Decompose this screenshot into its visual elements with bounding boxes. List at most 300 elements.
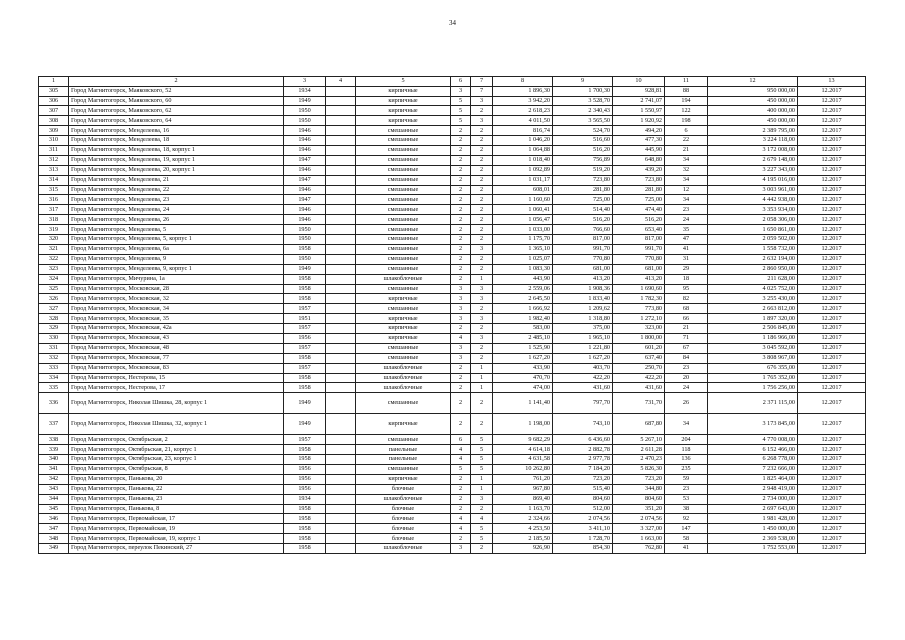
table-cell xyxy=(326,544,356,554)
table-cell: 12 xyxy=(665,185,708,195)
table-cell: 1 650 861,00 xyxy=(708,225,798,235)
table-cell: Город Магнитогорск, Менделеева, 9 xyxy=(69,254,284,264)
table-cell: 2 632 194,00 xyxy=(708,254,798,264)
table-cell: 12.2017 xyxy=(798,195,866,205)
table-cell: 348 xyxy=(39,534,69,544)
table-cell: 2 xyxy=(451,215,471,225)
table-cell: 2 xyxy=(451,136,471,146)
table-row xyxy=(39,373,866,383)
table-cell: 1 690,60 xyxy=(613,284,665,294)
table-cell: 7 232 666,00 xyxy=(708,464,798,474)
table-cell: 1 163,70 xyxy=(493,504,553,514)
table-cell: 2 xyxy=(451,363,471,373)
table-cell: 20 xyxy=(665,373,708,383)
table-cell: 2 xyxy=(451,225,471,235)
table-cell: 1 982,40 xyxy=(493,314,553,324)
table-row xyxy=(39,106,866,116)
table-cell: 1958 xyxy=(284,284,326,294)
table-cell: 3 327,00 xyxy=(613,524,665,534)
table-cell: 1958 xyxy=(284,294,326,304)
table-cell: 1958 xyxy=(284,383,326,393)
table-row xyxy=(39,254,866,264)
table-cell: 1 064,88 xyxy=(493,146,553,156)
table-cell: 1950 xyxy=(284,225,326,235)
table-cell: 34 xyxy=(665,195,708,205)
table-cell: 12.2017 xyxy=(798,484,866,494)
table-cell: 6 152 466,00 xyxy=(708,445,798,455)
table-cell: 198 xyxy=(665,116,708,126)
table-cell: 2 059 502,00 xyxy=(708,235,798,245)
table-cell xyxy=(326,383,356,393)
table-row xyxy=(39,195,866,205)
table-cell: 756,89 xyxy=(553,155,613,165)
table-row xyxy=(39,185,866,195)
table-cell: 2 xyxy=(471,195,493,205)
table-cell: 12.2017 xyxy=(798,96,866,106)
table-cell: смешанные xyxy=(356,254,451,264)
table-cell: 58 xyxy=(665,534,708,544)
table-row xyxy=(39,435,866,445)
table-cell: 12.2017 xyxy=(798,455,866,465)
table-cell: 84 xyxy=(665,353,708,363)
table-cell: смешанные xyxy=(356,464,451,474)
table-cell: 12.2017 xyxy=(798,524,866,534)
table-cell: 322 xyxy=(39,254,69,264)
table-cell: смешанные xyxy=(356,304,451,314)
table-cell: 336 xyxy=(39,393,69,414)
table-cell: 68 xyxy=(665,304,708,314)
table-cell: 1 092,89 xyxy=(493,165,553,175)
table-cell: Город Магнитогорск, Менделеева, 5, корпус 1 xyxy=(69,235,284,245)
table-cell xyxy=(326,136,356,146)
table-cell: 515,40 xyxy=(553,484,613,494)
table-cell: 422,20 xyxy=(613,373,665,383)
housing-register-table xyxy=(38,76,866,554)
table-cell: 443,90 xyxy=(493,274,553,284)
table-cell: 2 371 115,00 xyxy=(708,393,798,414)
table-cell: 18 xyxy=(665,274,708,284)
column-number-row xyxy=(39,77,866,87)
table-cell: 7 184,20 xyxy=(553,464,613,474)
table-row xyxy=(39,383,866,393)
table-cell: 725,00 xyxy=(613,195,665,205)
table-cell xyxy=(326,464,356,474)
table-cell: 474,40 xyxy=(613,205,665,215)
table-cell: 1949 xyxy=(284,264,326,274)
table-cell: 2 xyxy=(471,235,493,245)
table-cell: 1946 xyxy=(284,185,326,195)
table-cell: 431,60 xyxy=(553,383,613,393)
table-cell: 2 860 950,00 xyxy=(708,264,798,274)
table-cell: 470,70 xyxy=(493,373,553,383)
table-cell: 321 xyxy=(39,244,69,254)
table-cell: 723,20 xyxy=(613,474,665,484)
table-cell: 2 xyxy=(471,254,493,264)
table-cell: Город Магнитогорск, Московская, 77 xyxy=(69,353,284,363)
table-cell: 524,70 xyxy=(553,126,613,136)
table-row xyxy=(39,205,866,215)
table-cell: 2 470,23 xyxy=(613,455,665,465)
table-cell xyxy=(326,373,356,383)
table-cell: 1947 xyxy=(284,155,326,165)
table-cell: 6 xyxy=(665,126,708,136)
table-cell: 1 xyxy=(471,363,493,373)
table-cell: кирпичные xyxy=(356,116,451,126)
column-number-13: 13 xyxy=(798,77,866,87)
table-cell: 400 000,00 xyxy=(708,106,798,116)
table-cell: 2 340,43 xyxy=(553,106,613,116)
table-cell: 1958 xyxy=(284,514,326,524)
table-cell: Город Магнитогорск, Московская, 83 xyxy=(69,363,284,373)
table-cell: 2 559,06 xyxy=(493,284,553,294)
table-cell: 281,80 xyxy=(613,185,665,195)
table-cell: шлакоблочные xyxy=(356,363,451,373)
table-cell: 1 525,90 xyxy=(493,343,553,353)
table-cell: 519,20 xyxy=(553,165,613,175)
table-row xyxy=(39,514,866,524)
column-number-11: 11 xyxy=(665,77,708,87)
table-cell: 761,20 xyxy=(493,474,553,484)
table-cell: 4 442 938,00 xyxy=(708,195,798,205)
table-cell: 648,80 xyxy=(613,155,665,165)
table-cell: 12.2017 xyxy=(798,126,866,136)
table-cell xyxy=(326,414,356,435)
table-cell: 38 xyxy=(665,504,708,514)
table-cell: 1958 xyxy=(284,445,326,455)
table-cell: 12.2017 xyxy=(798,544,866,554)
table-cell: смешанные xyxy=(356,155,451,165)
table-cell: смешанные xyxy=(356,353,451,363)
table-cell: 3 xyxy=(471,116,493,126)
table-cell: 59 xyxy=(665,474,708,484)
table-cell: 1 896,30 xyxy=(493,86,553,96)
table-cell: 1 700,30 xyxy=(553,86,613,96)
table-cell xyxy=(326,333,356,343)
table-cell xyxy=(326,353,356,363)
table-cell: Город Магнитогорск, Московская, 43 xyxy=(69,333,284,343)
table-cell: Город Магнитогорск, Маяковского, 60 xyxy=(69,96,284,106)
table-cell: 1 981 428,00 xyxy=(708,514,798,524)
table-cell: шлакоблочные xyxy=(356,544,451,554)
table-cell: 3 xyxy=(471,96,493,106)
table-cell: 762,80 xyxy=(613,544,665,554)
column-number-3: 3 xyxy=(284,77,326,87)
table-cell: Город Магнитогорск, переулок Пекинский, 27 xyxy=(69,544,284,554)
table-row xyxy=(39,445,866,455)
table-cell: 34 xyxy=(665,175,708,185)
table-cell: 2 948 419,00 xyxy=(708,484,798,494)
table-cell: 1947 xyxy=(284,175,326,185)
table-cell xyxy=(326,155,356,165)
table-cell: 2 679 148,00 xyxy=(708,155,798,165)
table-cell: 4 xyxy=(451,514,471,524)
table-cell: 347 xyxy=(39,524,69,534)
table-cell xyxy=(326,484,356,494)
table-cell: 1950 xyxy=(284,116,326,126)
table-cell: 2 xyxy=(471,205,493,215)
table-cell: 4 xyxy=(451,455,471,465)
table-cell: кирпичные xyxy=(356,314,451,324)
table-cell: 422,20 xyxy=(553,373,613,383)
table-cell: 4 011,50 xyxy=(493,116,553,126)
table-cell: 926,90 xyxy=(493,544,553,554)
table-cell: 804,60 xyxy=(553,494,613,504)
table-cell: 118 xyxy=(665,445,708,455)
table-cell: 4 xyxy=(471,514,493,524)
table-cell: 2 389 795,00 xyxy=(708,126,798,136)
table-cell: 3 173 845,00 xyxy=(708,414,798,435)
table-cell: Город Магнитогорск, Менделеева, 5 xyxy=(69,225,284,235)
table-cell: 2 369 538,00 xyxy=(708,534,798,544)
table-cell xyxy=(326,474,356,484)
table-cell: 2 741,07 xyxy=(613,96,665,106)
table-cell: 12.2017 xyxy=(798,343,866,353)
table-cell: 12.2017 xyxy=(798,205,866,215)
table-cell: Город Магнитогорск, Октябрьская, 23, корпус 1 xyxy=(69,455,284,465)
table-cell: 2 734 000,00 xyxy=(708,494,798,504)
table-cell: 1 209,62 xyxy=(553,304,613,314)
table-cell: 2 663 812,00 xyxy=(708,304,798,314)
table-row xyxy=(39,294,866,304)
table-cell: 1 318,80 xyxy=(553,314,613,324)
table-cell: Город Магнитогорск, Панькова, 22 xyxy=(69,484,284,494)
table-cell: 770,80 xyxy=(613,254,665,264)
table-cell: 1 765 352,00 xyxy=(708,373,798,383)
table-row xyxy=(39,314,866,324)
table-cell: 31 xyxy=(665,254,708,264)
table-cell: 12.2017 xyxy=(798,464,866,474)
table-cell: 4 195 016,00 xyxy=(708,175,798,185)
table-cell xyxy=(326,504,356,514)
table-cell: 338 xyxy=(39,435,69,445)
table-cell: 346 xyxy=(39,514,69,524)
table-cell: 12.2017 xyxy=(798,274,866,284)
table-cell: 804,60 xyxy=(613,494,665,504)
table-cell: 1957 xyxy=(284,363,326,373)
table-cell: 12.2017 xyxy=(798,86,866,96)
table-cell: 1 365,10 xyxy=(493,244,553,254)
table-cell: 1956 xyxy=(284,474,326,484)
table-cell: 766,60 xyxy=(553,225,613,235)
table-cell: панельные xyxy=(356,455,451,465)
table-cell: 1956 xyxy=(284,484,326,494)
table-cell: 1946 xyxy=(284,165,326,175)
table-cell: 3 xyxy=(451,314,471,324)
table-cell: Город Магнитогорск, Панькова, 20 xyxy=(69,474,284,484)
table-cell: Город Магнитогорск, Нестерова, 17 xyxy=(69,383,284,393)
table-cell: 2 xyxy=(471,304,493,314)
table-cell: 2 xyxy=(471,264,493,274)
table-cell xyxy=(326,195,356,205)
table-cell: 2 506 845,00 xyxy=(708,324,798,334)
table-cell xyxy=(326,393,356,414)
table-cell: 24 xyxy=(665,383,708,393)
table-cell: 3 xyxy=(471,333,493,343)
table-cell: 12.2017 xyxy=(798,294,866,304)
table-cell: 23 xyxy=(665,484,708,494)
table-cell: 3 xyxy=(451,86,471,96)
table-cell: 12.2017 xyxy=(798,254,866,264)
table-cell: 250,70 xyxy=(613,363,665,373)
table-cell: 308 xyxy=(39,116,69,126)
table-cell: 12.2017 xyxy=(798,106,866,116)
table-cell: 12.2017 xyxy=(798,373,866,383)
table-cell: Город Магнитогорск, Московская, 34 xyxy=(69,304,284,314)
table-cell: 2 xyxy=(451,126,471,136)
table-cell: Город Магнитогорск, Менделеева, 20, корпус 1 xyxy=(69,165,284,175)
table-cell: 5 xyxy=(471,445,493,455)
table-cell: 318 xyxy=(39,215,69,225)
table-cell: 1958 xyxy=(284,353,326,363)
table-cell: 1 825 464,00 xyxy=(708,474,798,484)
table-cell: 2 xyxy=(451,185,471,195)
table-cell: 3 xyxy=(451,343,471,353)
table-row xyxy=(39,324,866,334)
table-cell: 1 756 256,00 xyxy=(708,383,798,393)
table-cell: 413,20 xyxy=(553,274,613,284)
table-cell: 1958 xyxy=(284,524,326,534)
table-cell: 2 882,78 xyxy=(553,445,613,455)
table-cell xyxy=(326,244,356,254)
table-cell: 1 920,92 xyxy=(613,116,665,126)
table-cell: 2 xyxy=(471,225,493,235)
table-cell xyxy=(326,314,356,324)
table-cell: 10 262,80 xyxy=(493,464,553,474)
table-cell: Город Магнитогорск, Менделеева, 18, корпус 1 xyxy=(69,146,284,156)
table-cell: 6 436,60 xyxy=(553,435,613,445)
table-cell xyxy=(326,264,356,274)
table-cell: 1958 xyxy=(284,373,326,383)
table-cell: 340 xyxy=(39,455,69,465)
table-cell: 2 645,50 xyxy=(493,294,553,304)
table-cell: 2 xyxy=(471,414,493,435)
table-cell: 1 558 732,00 xyxy=(708,244,798,254)
table-cell: 5 xyxy=(471,524,493,534)
table-cell: Город Магнитогорск, Первомайская, 19 xyxy=(69,524,284,534)
table-cell: 3 xyxy=(471,294,493,304)
table-cell: смешанные xyxy=(356,343,451,353)
table-cell: 854,30 xyxy=(553,544,613,554)
table-cell: 1 141,40 xyxy=(493,393,553,414)
table-cell xyxy=(326,534,356,544)
table-cell: 3 808 967,00 xyxy=(708,353,798,363)
table-cell: 344 xyxy=(39,494,69,504)
table-cell: 306 xyxy=(39,96,69,106)
table-cell: 2 xyxy=(451,205,471,215)
table-cell: 2 xyxy=(451,414,471,435)
table-cell: 1946 xyxy=(284,126,326,136)
table-cell: 12.2017 xyxy=(798,333,866,343)
table-cell: 12.2017 xyxy=(798,314,866,324)
table-cell: кирпичные xyxy=(356,294,451,304)
table-cell: 211 628,00 xyxy=(708,274,798,284)
table-cell: 431,60 xyxy=(613,383,665,393)
table-cell: 12.2017 xyxy=(798,146,866,156)
table-cell: 327 xyxy=(39,304,69,314)
table-cell: 41 xyxy=(665,544,708,554)
table-cell: 3 xyxy=(451,304,471,314)
table-row xyxy=(39,86,866,96)
table-cell: 12.2017 xyxy=(798,494,866,504)
table-cell: 5 xyxy=(471,464,493,474)
table-cell: 1 198,00 xyxy=(493,414,553,435)
table-cell: 1946 xyxy=(284,215,326,225)
table-cell: 2 xyxy=(471,175,493,185)
table-cell xyxy=(326,284,356,294)
table-cell: Город Магнитогорск, Октябрьская, 21, корпус 1 xyxy=(69,445,284,455)
table-cell xyxy=(326,86,356,96)
table-cell: 3 003 961,00 xyxy=(708,185,798,195)
table-cell: 2 xyxy=(451,155,471,165)
table-row xyxy=(39,96,866,106)
table-cell xyxy=(326,294,356,304)
table-cell: 1950 xyxy=(284,235,326,245)
table-row xyxy=(39,126,866,136)
table-cell xyxy=(326,514,356,524)
table-cell: 341 xyxy=(39,464,69,474)
table-cell: 2 xyxy=(451,146,471,156)
column-number-9: 9 xyxy=(553,77,613,87)
table-cell xyxy=(326,116,356,126)
table-cell: 653,40 xyxy=(613,225,665,235)
table-row xyxy=(39,464,866,474)
table-cell: 2 xyxy=(471,544,493,554)
table-cell: 3 255 430,00 xyxy=(708,294,798,304)
table-cell: 6 268 778,00 xyxy=(708,455,798,465)
table-cell: 1 175,70 xyxy=(493,235,553,245)
table-cell: 335 xyxy=(39,383,69,393)
table-cell: 413,20 xyxy=(613,274,665,284)
table-cell: 3 xyxy=(471,244,493,254)
table-cell: Город Магнитогорск, Панькова, 8 xyxy=(69,504,284,514)
table-cell: 2 697 643,00 xyxy=(708,504,798,514)
table-cell: 4 xyxy=(451,445,471,455)
table-cell: 1947 xyxy=(284,195,326,205)
table-cell: 1 186 966,00 xyxy=(708,333,798,343)
table-cell: 1957 xyxy=(284,324,326,334)
table-cell: 797,70 xyxy=(553,393,613,414)
table-cell: 3 565,50 xyxy=(553,116,613,126)
table-cell: шлакоблочные xyxy=(356,494,451,504)
table-cell: 3 xyxy=(451,284,471,294)
table-cell: 5 xyxy=(471,435,493,445)
table-cell: 1 897 320,00 xyxy=(708,314,798,324)
table-cell: 583,00 xyxy=(493,324,553,334)
table-cell: 334 xyxy=(39,373,69,383)
table-cell: 516,20 xyxy=(553,215,613,225)
table-cell: 326 xyxy=(39,294,69,304)
table-cell: 92 xyxy=(665,514,708,524)
table-cell: 601,20 xyxy=(613,343,665,353)
column-number-1: 1 xyxy=(39,77,69,87)
table-cell: 2 xyxy=(471,106,493,116)
table-cell: 29 xyxy=(665,264,708,274)
table-cell: 3 xyxy=(471,494,493,504)
table-cell: смешанные xyxy=(356,264,451,274)
table-cell: 512,00 xyxy=(553,504,613,514)
table-cell: 1951 xyxy=(284,314,326,324)
table-cell: 5 xyxy=(451,96,471,106)
table-cell xyxy=(326,225,356,235)
table-cell: 494,20 xyxy=(613,126,665,136)
table-cell: 1 xyxy=(471,373,493,383)
table-cell: 637,40 xyxy=(613,353,665,363)
table-cell: 7 xyxy=(471,86,493,96)
table-cell: 315 xyxy=(39,185,69,195)
table-cell xyxy=(326,235,356,245)
table-cell: 5 826,30 xyxy=(613,464,665,474)
table-cell: 1949 xyxy=(284,393,326,414)
